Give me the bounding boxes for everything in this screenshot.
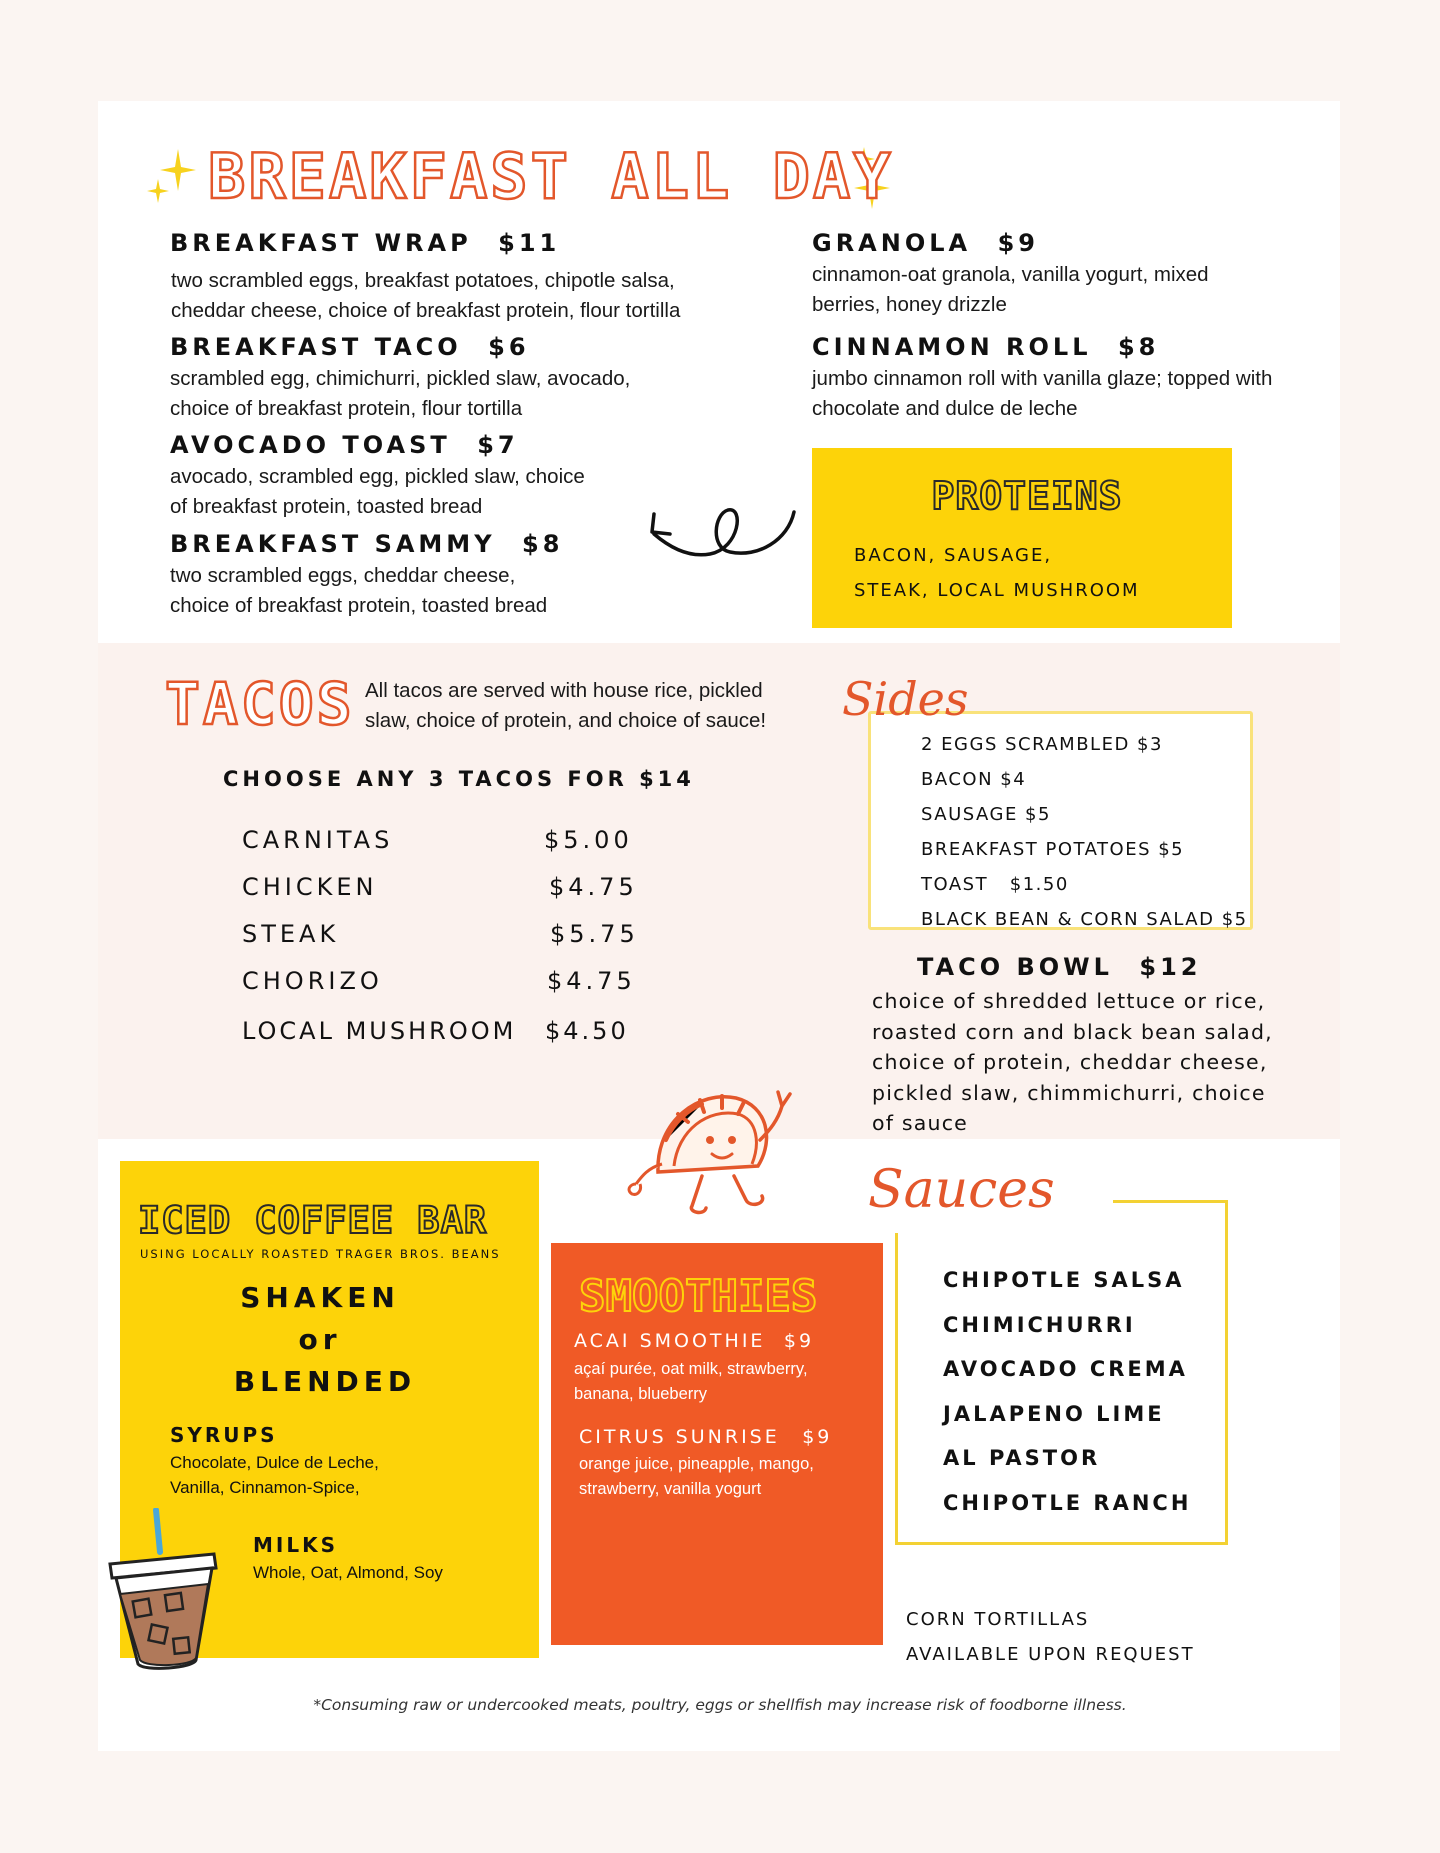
item-name: AVOCADO TOAST (170, 431, 451, 459)
side-item: BLACK BEAN & CORN SALAD $5 (921, 909, 1248, 930)
syrups-line: Chocolate, Dulce de Leche, (170, 1453, 379, 1472)
side-item: TOAST $1.50 (921, 874, 1069, 895)
side-item: BACON $4 (921, 769, 1027, 790)
tortillas-line: AVAILABLE UPON REQUEST (906, 1644, 1195, 1665)
proteins-list (854, 538, 1140, 608)
smoothie-price: $9 (783, 1330, 815, 1352)
desc-line: choice of shredded lettuce or rice, (872, 989, 1266, 1013)
taco-bowl-desc (872, 986, 1273, 1139)
item-desc (812, 260, 1209, 320)
taco-row (242, 967, 383, 995)
sauce-frame-right (1225, 1200, 1228, 1236)
desc-line: strawberry, vanilla yogurt (579, 1480, 762, 1498)
taco-name: CARNITAS (242, 826, 394, 854)
item-name: BREAKFAST SAMMY (170, 530, 496, 558)
desc-line: jumbo cinnamon roll with vanilla glaze; topped with (812, 367, 1273, 390)
smoothie-item (574, 1330, 814, 1352)
taco-mascot-icon (618, 1080, 818, 1224)
desc-line: cheddar cheese, choice of breakfast protein, flour tortilla (171, 299, 681, 322)
taco-price-value: $5.00 (544, 826, 633, 854)
tortillas-note (906, 1602, 1195, 1672)
desc-line: berries, honey drizzle (812, 293, 1007, 316)
menu-item (170, 431, 519, 459)
menu-item (812, 333, 1159, 361)
sides-title: Sides (842, 672, 969, 726)
item-price: $11 (498, 229, 561, 257)
syrups-line: Vanilla, Cinnamon-Spice, (170, 1478, 360, 1497)
coffee-title: ICED COFFEE BAR (138, 1199, 488, 1242)
syrups-list (170, 1450, 379, 1500)
sauces-title: Sauces (868, 1160, 1055, 1220)
item-name: BREAKFAST TACO (170, 333, 462, 361)
side-item: BREAKFAST POTATOES $5 (921, 839, 1185, 860)
desc-line: choice of breakfast protein, flour tortilla (170, 397, 523, 420)
tortillas-line: CORN TORTILLAS (906, 1609, 1090, 1630)
coffee-or: or (298, 1323, 342, 1356)
menu-item (170, 530, 563, 558)
item-price: $12 (1139, 953, 1202, 981)
iced-coffee-icon (104, 1508, 224, 1674)
smoothies-box (551, 1243, 883, 1645)
syrups-label: SYRUPS (170, 1423, 278, 1447)
desc-line: chocolate and dulce de leche (812, 397, 1078, 420)
milks-label: MILKS (253, 1533, 338, 1557)
item-name: TACO BOWL (917, 953, 1113, 981)
taco-name: STEAK (242, 920, 340, 948)
taco-price (544, 826, 633, 854)
taco-name: CHICKEN (242, 873, 378, 901)
smoothie-desc (579, 1452, 814, 1502)
desc-line: cinnamon-oat granola, vanilla yogurt, mixed (812, 263, 1209, 286)
proteins-box (812, 448, 1232, 628)
item-name: GRANOLA (812, 229, 972, 257)
menu-item (170, 229, 560, 257)
proteins-title: PROTEINS (931, 474, 1123, 518)
smoothie-name: ACAI SMOOTHIE (574, 1330, 766, 1352)
menu-item (812, 229, 1039, 257)
item-price: $8 (1117, 333, 1160, 361)
desc-line: avocado, scrambled egg, pickled slaw, choice (170, 465, 585, 488)
item-name: BREAKFAST WRAP (170, 229, 472, 257)
side-item: 2 EGGS SCRAMBLED $3 (921, 734, 1163, 755)
coffee-blended: BLENDED (233, 1365, 417, 1398)
item-price: $7 (477, 431, 519, 459)
taco-row (242, 826, 393, 854)
desc-line: scrambled egg, chimichurri, pickled slaw, avocado, (170, 367, 631, 390)
sparkle-icon (146, 147, 198, 209)
note-line: All tacos are served with house rice, pickled (365, 679, 763, 702)
taco-price (545, 1017, 629, 1045)
desc-line: banana, blueberry (574, 1385, 708, 1403)
taco-row (242, 873, 378, 901)
coffee-shaken: SHAKEN (240, 1281, 400, 1314)
taco-name: CHORIZO (242, 967, 383, 995)
taco-price (550, 920, 639, 948)
smoothies-title: SMOOTHIES (579, 1271, 818, 1322)
sauce-frame-top (1113, 1200, 1228, 1203)
taco-price-value: $4.75 (549, 873, 638, 901)
sauce-item: JALAPENO LIME (943, 1401, 1165, 1426)
smoothie-item (579, 1426, 832, 1448)
menu-item (170, 333, 530, 361)
tacos-deal: CHOOSE ANY 3 TACOS FOR $14 (223, 767, 695, 791)
sauce-item: AL PASTOR (943, 1446, 1101, 1470)
breakfast-title: BREAKFAST ALL DAY (208, 140, 894, 213)
item-desc (170, 462, 585, 522)
taco-price-value: $4.75 (547, 967, 636, 995)
taco-name: LOCAL MUSHROOM (242, 1017, 517, 1045)
smoothie-name: CITRUS SUNRISE (579, 1426, 780, 1448)
disclaimer: *Consuming raw or undercooked meats, poultry, eggs or shellfish may increase risk of foodborne illness. (313, 1696, 1127, 1714)
item-desc (170, 561, 547, 621)
note-line: slaw, choice of protein, and choice of sauce! (365, 709, 767, 732)
desc-line: two scrambled eggs, cheddar cheese, (170, 564, 516, 587)
item-price: $9 (997, 229, 1039, 257)
item-desc (171, 266, 680, 326)
sauce-item: AVOCADO CREMA (943, 1357, 1188, 1381)
item-price: $6 (488, 333, 530, 361)
desc-line: two scrambled eggs, breakfast potatoes, chipotle salsa, (171, 269, 675, 292)
taco-price-value: $5.75 (550, 920, 639, 948)
side-item: SAUSAGE $5 (921, 804, 1051, 825)
desc-line: orange juice, pineapple, mango, (579, 1455, 814, 1473)
sauce-item: CHIPOTLE SALSA (943, 1268, 1185, 1292)
desc-line: açaí purée, oat milk, strawberry, (574, 1360, 808, 1378)
item-desc (812, 364, 1272, 424)
curly-arrow-icon (648, 500, 800, 564)
desc-line: choice of protein, cheddar cheese, (872, 1050, 1268, 1074)
desc-line: of sauce (872, 1111, 968, 1135)
protein-line: STEAK, LOCAL MUSHROOM (854, 580, 1140, 601)
protein-line: BACON, SAUSAGE, (854, 545, 1053, 566)
desc-line: pickled slaw, chimmichurri, choice (872, 1080, 1266, 1105)
tacos-note (365, 676, 766, 736)
item-price: $8 (522, 530, 564, 558)
desc-line: choice of breakfast protein, toasted bread (170, 594, 548, 617)
sauces-list (943, 1258, 1191, 1525)
item-name: CINNAMON ROLL (812, 333, 1092, 361)
smoothie-desc (574, 1357, 808, 1407)
smoothie-price: $9 (802, 1426, 833, 1448)
desc-line: of breakfast protein, toasted bread (170, 495, 483, 518)
milks-list: Whole, Oat, Almond, Soy (253, 1563, 443, 1582)
tacos-title: TACOS (165, 670, 355, 738)
taco-price (547, 967, 636, 995)
coffee-subtitle: USING LOCALLY ROASTED TRAGER BROS. BEANS (140, 1247, 501, 1261)
sauce-item: CHIMICHURRI (943, 1312, 1136, 1337)
taco-price-value: $4.50 (545, 1017, 629, 1045)
taco-bowl-heading (917, 953, 1201, 981)
item-desc (170, 364, 630, 424)
sides-list (921, 727, 1248, 937)
desc-line: roasted corn and black bean salad, (872, 1019, 1273, 1044)
taco-price (549, 873, 638, 901)
taco-row (242, 920, 339, 948)
sauce-item: CHIPOTLE RANCH (943, 1490, 1192, 1515)
taco-row (242, 1017, 516, 1045)
